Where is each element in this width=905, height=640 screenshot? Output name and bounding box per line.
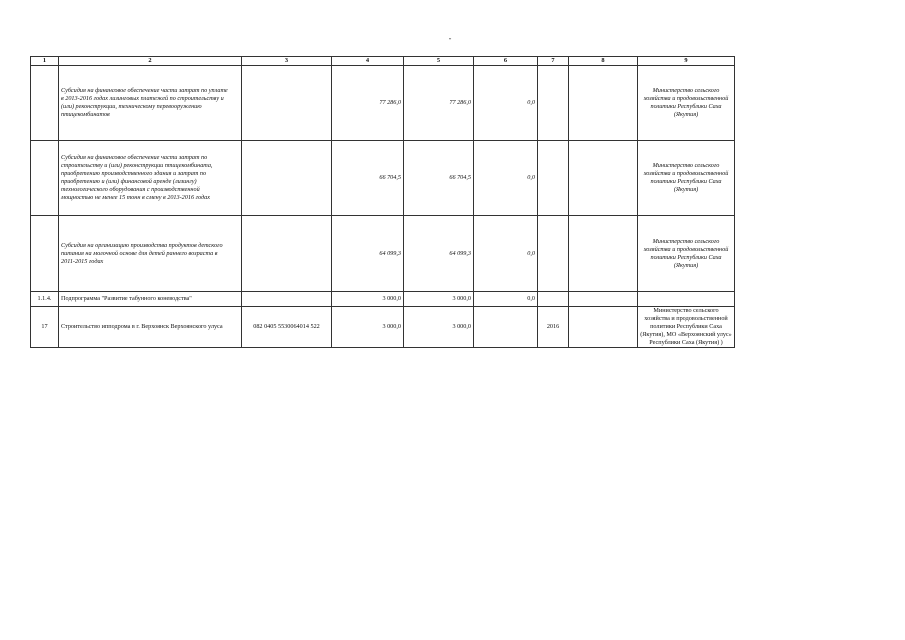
- row-col8: [569, 66, 638, 141]
- col-header-9: 9: [638, 57, 735, 66]
- row-code: [242, 66, 332, 141]
- table-row: [31, 66, 735, 141]
- row-total: 64 099,3: [332, 216, 404, 292]
- row-total: 66 704,5: [332, 141, 404, 216]
- col-header-2: 2: [59, 57, 242, 66]
- row-budget: 3 000,0: [404, 292, 474, 307]
- row-year: [538, 292, 569, 307]
- table-row: [31, 307, 735, 348]
- col-header-5: 5: [404, 57, 474, 66]
- row-year: [538, 216, 569, 292]
- row-executor: [638, 292, 735, 307]
- col-header-3: 3: [242, 57, 332, 66]
- col-header-4: 4: [332, 57, 404, 66]
- table-row: [31, 141, 735, 216]
- row-name-text: Субсидия на финансовое обеспечение части затрат по уплате в 2013-2016 годах лизинговых платежей по строительству и (или) реконструкции, техническому перевооружению птицекомбинатов: [61, 87, 228, 119]
- row-total: 3 000,0: [332, 292, 404, 307]
- row-name: [59, 141, 242, 216]
- row-year: [538, 141, 569, 216]
- row-name: [59, 66, 242, 141]
- row-other: [474, 307, 538, 348]
- row-col8: [569, 292, 638, 307]
- row-other: 0,0: [474, 216, 538, 292]
- row-budget: 77 286,0: [404, 66, 474, 141]
- page-mark: ": [449, 38, 452, 44]
- budget-table: [30, 56, 735, 348]
- row-code: [242, 292, 332, 307]
- row-other: 0,0: [474, 292, 538, 307]
- row-number: [31, 141, 59, 216]
- row-total: 3 000,0: [332, 307, 404, 348]
- row-executor: Министерство сельского хозяйства и продовольственной политики Республики Саха (Якутия), МО «Верхоянский улус» Республики Саха (Якутия) ): [638, 307, 735, 348]
- row-other: 0,0: [474, 66, 538, 141]
- row-name: [59, 216, 242, 292]
- row-name: Строительство ипподрома в г. Верхоянск Верхоянского улуса: [59, 307, 242, 348]
- row-code: [242, 216, 332, 292]
- row-name-text: Субсидия на финансовое обеспечение части затрат по строительству и (или) реконструкции птицекомбината, приобретению производственного здания и затрат по приобретению и (или) финансовой аренде (лизингу) технологического оборудования с производственной мощностью не менее 15 тонн в смену в 2013-2016 годах: [61, 154, 213, 202]
- col-header-8: 8: [569, 57, 638, 66]
- row-name: Подпрограмма "Развитие табунного коневодства": [59, 292, 242, 307]
- row-budget: 64 099,3: [404, 216, 474, 292]
- row-code: [242, 141, 332, 216]
- row-total: 77 286,0: [332, 66, 404, 141]
- row-col8: [569, 216, 638, 292]
- row-budget: 66 704,5: [404, 141, 474, 216]
- row-number: [31, 216, 59, 292]
- row-col8: [569, 141, 638, 216]
- row-budget: 3 000,0: [404, 307, 474, 348]
- subprogram-row: [31, 292, 735, 307]
- row-executor: Министерство сельского хозяйства и продовольственной политики Республики Саха (Якутия): [638, 66, 735, 141]
- row-other: 0,0: [474, 141, 538, 216]
- col-header-6: 6: [474, 57, 538, 66]
- header-row: [31, 57, 735, 66]
- row-executor: Министерство сельского хозяйства и продовольственной политики Республики Саха (Якутия): [638, 216, 735, 292]
- row-code: 082 0405 5530064014 522: [242, 307, 332, 348]
- row-year: 2016: [538, 307, 569, 348]
- col-header-7: 7: [538, 57, 569, 66]
- row-executor: Министерство сельского хозяйства и продовольственной политики Республики Саха (Якутия): [638, 141, 735, 216]
- row-number: 17: [31, 307, 59, 348]
- col-header-1: 1: [31, 57, 59, 66]
- row-number: [31, 66, 59, 141]
- row-year: [538, 66, 569, 141]
- row-col8: [569, 307, 638, 348]
- row-name-text: Субсидия на организацию производства продуктов детского питания на молочной основе для детей раннего возраста в 2011-2015 годах: [61, 241, 223, 265]
- table-row: [31, 216, 735, 292]
- row-number: 1.1.4.: [31, 292, 59, 307]
